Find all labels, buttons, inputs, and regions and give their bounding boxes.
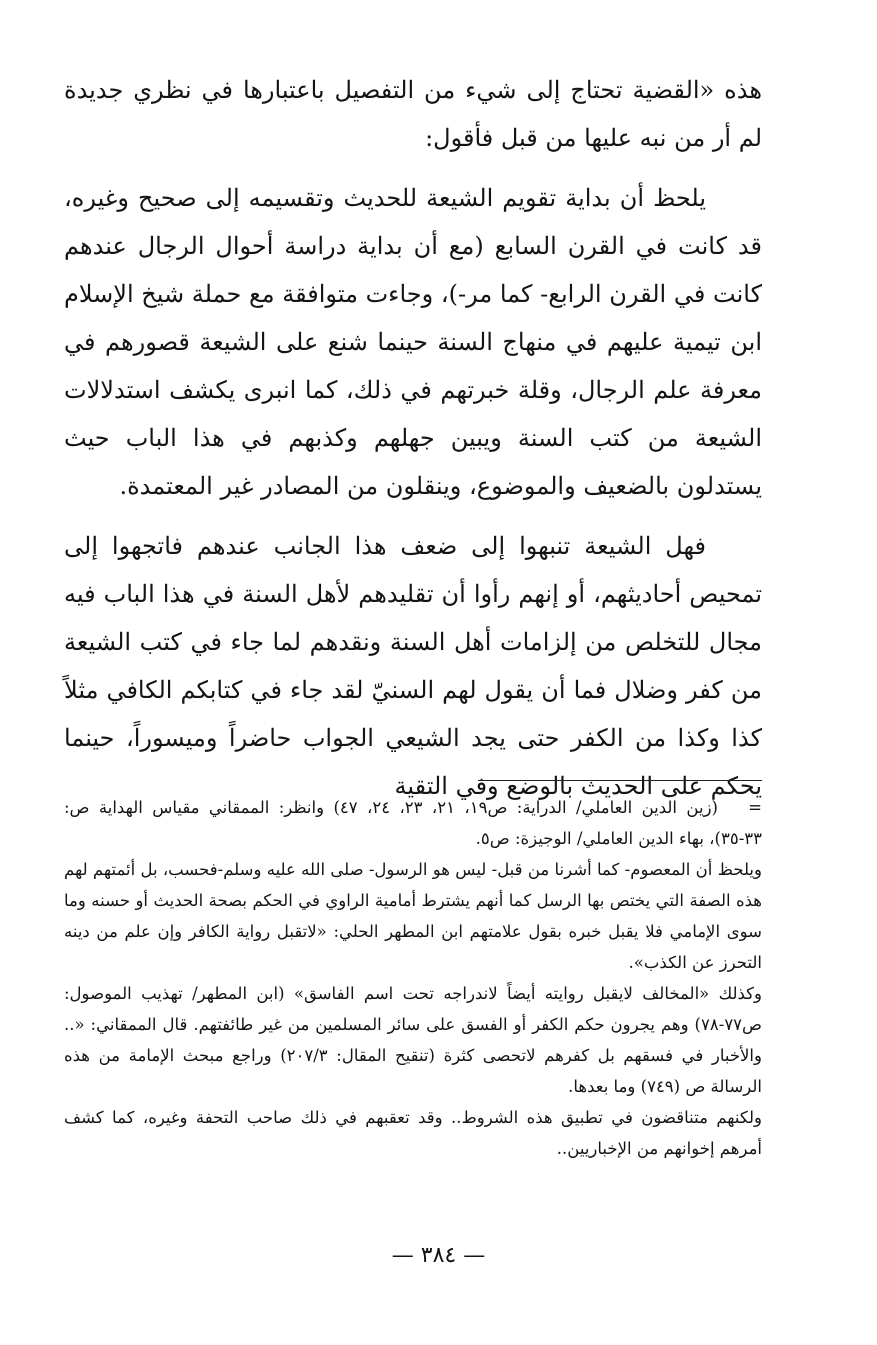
main-paragraph-3: فهل الشيعة تنبهوا إلى ضعف هذا الجانب عندهم فاتجهوا إلى تمحيص أحاديثهم، أو إنهم رأوا أن تقليدهم لأهل السنة في هذا الباب فيه مجال للتخلص من إلزامات أهل السنة ونقدهم لما جاء في كتب الشيعة من كفر وضلال فما أن يقول لهم السنيّ لقد جاء في كتابكم الكافي مثلاً كذا وكذا من الكفر حتى يجد الشيعي الجواب حاضراً وميسوراً، حينما يحكم على الحديث بالوضع وفي التقية [64,532,762,800]
footnote-continuation-marker: = [748,798,762,817]
main-paragraph-2: يلحظ أن بداية تقويم الشيعة للحديث وتقسيمه إلى صحيح وغيره، قد كانت في القرن السابع (مع أن بداية دراسة أحوال الرجال عندهم كانت في القرن الرابع- كما مر-)، وجاءت متوافقة مع حملة شيخ الإسلام ابن تيمية عليهم في منهاج السنة حينما شنع على الشيعة قصورهم في معرفة علم الرجال، وقلة خبرتهم في ذلك، كما انبرى يكشف استدلالات الشيعة من كتب السنة ويبين جهلهم وكذبهم في هذا الباب حيث يستدلون بالضعيف والموضوع، وينقلون من المصادر غير المعتمدة. [64,184,762,500]
footnote-paragraph-1 [64,792,762,854]
footnote-paragraph-2: ويلحظ أن المعصوم- كما أشرنا من قبل- ليس هو الرسول- صلى الله عليه وسلم-فحسب، بل أئمتهم لهم هذه الصفة التي يختص بها الرسل كما أنهم يشترط أمامية الراوي في الحكم بصحة الحديث أو حسنه وما سوى الإمامي فلا يقبل خبره بقول علامتهم ابن المطهر الحلي: «لاتقبل رواية الكافر وإن علم من دينه التحرز عن الكذب». [64,860,762,972]
footnote-text-1: (زين الدين العاملي/ الدراية: ص١٩، ٢١، ٢٣، ٢٤، ٤٧) وانظر: الممقاني مقياس الهداية ص: ٣٣-٣٥)، بهاء الدين العاملي/ الوجيزة: ص٥. [64,798,762,848]
main-text-block [64,66,762,822]
page-number: — ٣٨٤ — [391,1243,486,1268]
footnote-paragraph-3: وكذلك «المخالف لايقبل روايته أيضاً لاندراجه تحت اسم الفاسق» (ابن المطهر/ تهذيب الموصول: ص٧٧-٧٨) وهم يجرون حكم الكفر أو الفسق على سائر المسلمين من غير طائفتهم. قال الممقاني: «.. والأخبار في فسقهم بل كفرهم لاتحصى كثرة (تنقيح المقال: ٢٠٧/٣) وراجع مبحث الإمامة من هذه الرسالة ص (٧٤٩) وما بعدها. [64,984,762,1096]
main-paragraph-1: هذه «القضية تحتاج إلى شيء من التفصيل باعتبارها في نظري جديدة لم أر من نبه عليها من قبل فأقول: [64,76,762,152]
footnote-separator [478,780,762,781]
footnotes-block [64,792,762,1164]
footnote-paragraph-4: ولكنهم متناقضون في تطبيق هذه الشروط.. وقد تعقبهم في ذلك صاحب التحفة وغيره، كما كشف أمرهم إخوانهم من الإخباريين.. [64,1108,762,1158]
